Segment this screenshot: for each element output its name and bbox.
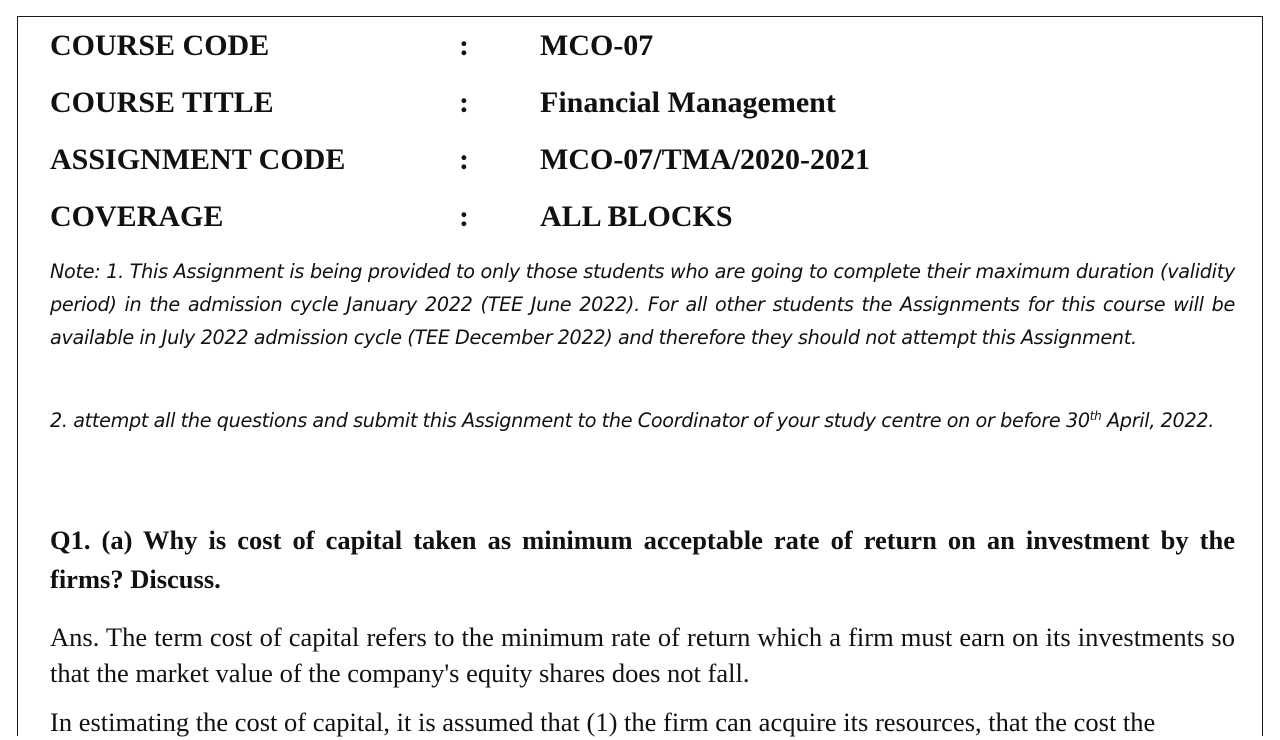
note-2-text-end: April, 2022. <box>1101 409 1215 432</box>
coverage-value: ALL BLOCKS <box>540 200 733 233</box>
coverage-colon: : <box>459 200 469 233</box>
course-title-value: Financial Management <box>540 86 836 119</box>
question-1a: Q1. (a) Why is cost of capital taken as minimum acceptable rate of return on an investment by the firms? Discuss. <box>50 525 1235 594</box>
course-title-label: COURSE TITLE <box>50 86 274 119</box>
assignment-code-value: MCO-07/TMA/2020-2021 <box>540 143 870 176</box>
course-code-colon: : <box>459 29 469 62</box>
answer-paragraph: Ans. The term cost of capital refers to the minimum rate of return which a firm must earn on its investments so that the market value of the company's equity shares does not fall. <box>50 622 1235 688</box>
note-2-text: 2. attempt all the questions and submit this Assignment to the Coordinator of your study centre on or before 30 <box>50 409 1090 432</box>
coverage-label: COVERAGE <box>50 200 224 233</box>
course-title-colon: : <box>459 86 469 119</box>
assignment-code-label: ASSIGNMENT CODE <box>50 143 346 176</box>
note-paragraph-2 <box>50 404 1235 437</box>
note-paragraph-1: Note: 1. This Assignment is being provided to only those students who are going to complete their maximum duration (validity period) in the admission cycle January 2022 (TEE June 2022). For all other students the Assignments for this course will be available in July 2022 admission cycle (TEE December 2022) and therefore they should not attempt this Assignment. <box>50 260 1235 349</box>
answer-next-line-partial: In estimating the cost of capital, it is assumed that (1) the firm can acquire its resources, that the cost the <box>50 707 1156 737</box>
assignment-code-colon: : <box>459 143 469 176</box>
note-2-superscript: th <box>1089 409 1102 423</box>
course-code-value: MCO-07 <box>540 29 654 62</box>
course-code-label: COURSE CODE <box>50 29 270 62</box>
